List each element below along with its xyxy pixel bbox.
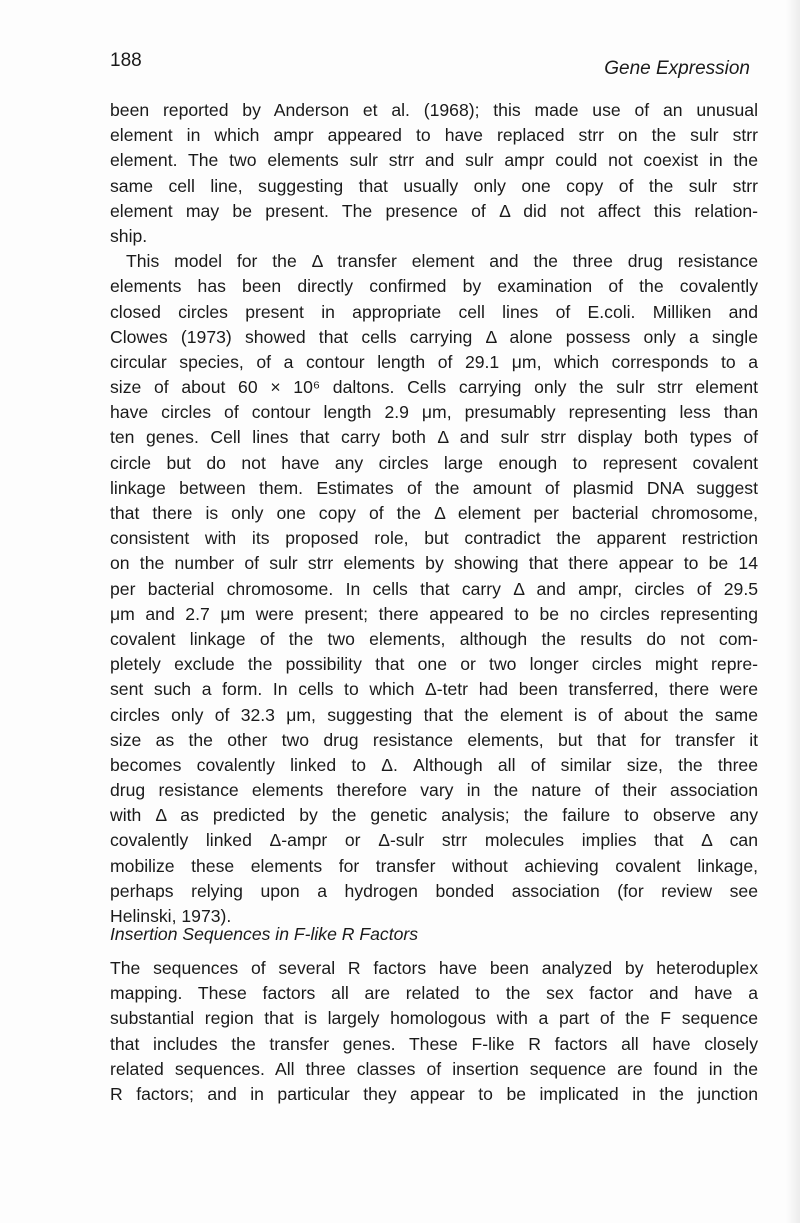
text-line: have circles of contour length 2.9 μm, presumably representing less than bbox=[110, 402, 758, 423]
text-line: R factors; and in particular they appear to be implicated in the junction bbox=[110, 1083, 758, 1104]
text-line: per bacterial chromosome. In cells that carry Δ and ampr, circles of 29.5 bbox=[110, 578, 758, 599]
text-line: becomes covalently linked to Δ. Although all of similar size, the three bbox=[110, 754, 758, 775]
text-line: mobilize these elements for transfer without achieving covalent linkage, bbox=[110, 855, 758, 876]
text-line: been reported by Anderson et al. (1968); this made use of an unusual bbox=[110, 100, 758, 120]
text-line: same cell line, suggesting that usually only one copy of the sulr strr bbox=[110, 175, 758, 196]
body-text-section bbox=[110, 956, 758, 1107]
text-line: This model for the Δ transfer element and the three drug resistance bbox=[126, 251, 758, 272]
section-heading: Insertion Sequences in F-like R Factors bbox=[110, 924, 419, 944]
text-line: circles only of 32.3 μm, suggesting that the element is of about the same bbox=[110, 704, 758, 725]
text-line: sent such a form. In cells to which Δ-tetr had been transferred, there were bbox=[110, 679, 758, 700]
text-line: The sequences of several R factors have been analyzed by heteroduplex bbox=[110, 958, 758, 978]
page-edge-shadow bbox=[786, 0, 800, 1223]
text-line: circle but do not have any circles large enough to represent covalent bbox=[110, 452, 758, 473]
text-line: consistent with its proposed role, but contradict the apparent restriction bbox=[110, 528, 758, 549]
text-line: linkage between them. Estimates of the amount of plasmid DNA suggest bbox=[110, 477, 758, 498]
text-line: with Δ as predicted by the genetic analysis; the failure to observe any bbox=[110, 805, 758, 826]
text-line: Helinski, 1973). bbox=[110, 906, 232, 926]
text-line: pletely exclude the possibility that one or two longer circles might repre- bbox=[110, 654, 758, 675]
text-line: μm and 2.7 μm were present; there appeared to be no circles representing bbox=[110, 603, 758, 624]
text-line: element may be present. The presence of Δ did not affect this relation- bbox=[110, 200, 758, 221]
text-line: Clowes (1973) showed that cells carrying Δ alone possess only a single bbox=[110, 326, 758, 347]
text-line: that includes the transfer genes. These F-like R factors all have closely bbox=[110, 1033, 758, 1054]
text-line: closed circles present in appropriate cell lines of E.coli. Milliken and bbox=[110, 301, 758, 322]
text-line: substantial region that is largely homologous with a part of the F sequence bbox=[110, 1008, 758, 1029]
text-line: on the number of sulr strr elements by showing that there appear to be 14 bbox=[110, 553, 758, 574]
text-line: that there is only one copy of the Δ element per bacterial chromosome, bbox=[110, 503, 758, 523]
text-line: ship. bbox=[110, 225, 148, 246]
text-line: elements has been directly confirmed by examination of the covalently bbox=[110, 276, 758, 297]
body-text bbox=[110, 98, 758, 929]
text-line: element. The two elements sulr strr and sulr ampr could not coexist in the bbox=[110, 150, 758, 171]
running-head bbox=[110, 50, 750, 80]
page-number: 188 bbox=[110, 50, 142, 71]
text-line: ten genes. Cell lines that carry both Δ and sulr strr display both types of bbox=[110, 427, 758, 448]
text-line: drug resistance elements therefore vary in the nature of their association bbox=[110, 780, 758, 801]
text-line: perhaps relying upon a hydrogen bonded association (for review see bbox=[110, 880, 758, 901]
text-line: covalently linked Δ-ampr or Δ-sulr strr molecules implies that Δ can bbox=[110, 830, 758, 851]
text-line: size of about 60 × 10⁶ daltons. Cells carrying only the sulr strr element bbox=[110, 377, 758, 398]
text-line: size as the other two drug resistance elements, but that for transfer it bbox=[110, 729, 758, 750]
text-line: mapping. These factors all are related to the sex factor and have a bbox=[110, 983, 758, 1004]
text-line: covalent linkage of the two elements, although the results do not com- bbox=[110, 628, 758, 649]
text-line: circular species, of a contour length of 29.1 μm, which corresponds to a bbox=[110, 351, 758, 372]
text-line: related sequences. All three classes of insertion sequence are found in the bbox=[110, 1058, 758, 1079]
text-line: element in which ampr appeared to have replaced strr on the sulr strr bbox=[110, 125, 758, 146]
section-title: Gene Expression bbox=[604, 58, 750, 79]
